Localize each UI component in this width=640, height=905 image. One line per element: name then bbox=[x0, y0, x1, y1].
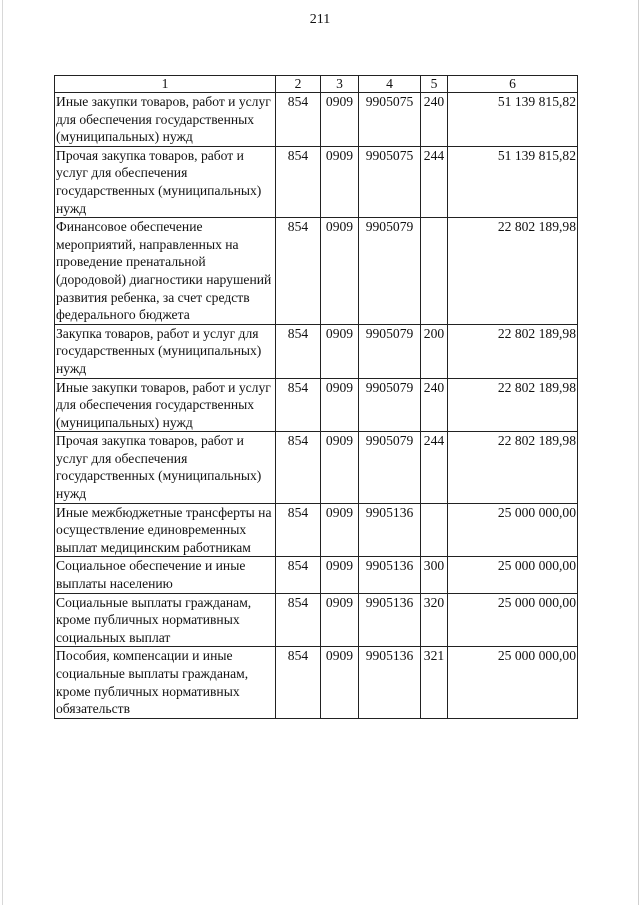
ministry-code-cell: 854 bbox=[276, 593, 321, 647]
ministry-code-cell: 854 bbox=[276, 146, 321, 217]
amount-cell: 22 802 189,98 bbox=[448, 324, 578, 378]
ministry-code-cell: 854 bbox=[276, 647, 321, 718]
expense-type-cell: 240 bbox=[421, 93, 448, 147]
row-name-cell: Пособия, компенсации и иные социальные выплаты гражданам, кроме публичных нормативных обязательств bbox=[55, 647, 276, 718]
scan-edge-left bbox=[2, 0, 3, 905]
amount-cell: 51 139 815,82 bbox=[448, 146, 578, 217]
row-name-cell: Прочая закупка товаров, работ и услуг для обеспечения государственных (муниципальных) нужд bbox=[55, 432, 276, 503]
table-row bbox=[55, 557, 578, 593]
row-name-cell: Финансовое обеспечение мероприятий, направленных на проведение пренатальной (дородовой) диагностики нарушений развития ребенка, за счет средств федерального бюджета bbox=[55, 218, 276, 325]
target-article-cell: 9905075 bbox=[359, 93, 421, 147]
section-code-cell: 0909 bbox=[321, 378, 359, 432]
target-article-cell: 9905136 bbox=[359, 593, 421, 647]
scan-edge-right bbox=[638, 0, 639, 905]
section-code-cell: 0909 bbox=[321, 503, 359, 557]
section-code-cell: 0909 bbox=[321, 593, 359, 647]
page-number: 211 bbox=[309, 12, 331, 27]
table-row bbox=[55, 218, 578, 325]
expense-type-cell bbox=[421, 218, 448, 325]
table-row bbox=[55, 324, 578, 378]
ministry-code-cell: 854 bbox=[276, 93, 321, 147]
ministry-code-cell: 854 bbox=[276, 503, 321, 557]
amount-cell: 22 802 189,98 bbox=[448, 218, 578, 325]
target-article-cell: 9905079 bbox=[359, 218, 421, 325]
target-article-cell: 9905136 bbox=[359, 647, 421, 718]
column-header-4: 4 bbox=[359, 76, 421, 93]
amount-cell: 25 000 000,00 bbox=[448, 647, 578, 718]
table-row bbox=[55, 146, 578, 217]
row-name-cell: Иные закупки товаров, работ и услуг для обеспечения государственных (муниципальных) нужд bbox=[55, 93, 276, 147]
target-article-cell: 9905136 bbox=[359, 503, 421, 557]
column-header-5: 5 bbox=[421, 76, 448, 93]
table-row bbox=[55, 432, 578, 503]
ministry-code-cell: 854 bbox=[276, 218, 321, 325]
expense-type-cell: 200 bbox=[421, 324, 448, 378]
column-header-3: 3 bbox=[321, 76, 359, 93]
row-name-cell: Социальные выплаты гражданам, кроме публичных нормативных социальных выплат bbox=[55, 593, 276, 647]
ministry-code-cell: 854 bbox=[276, 378, 321, 432]
row-name-cell: Прочая закупка товаров, работ и услуг для обеспечения государственных (муниципальных) нужд bbox=[55, 146, 276, 217]
expense-type-cell: 320 bbox=[421, 593, 448, 647]
column-header-6: 6 bbox=[448, 76, 578, 93]
table-row bbox=[55, 647, 578, 718]
target-article-cell: 9905079 bbox=[359, 432, 421, 503]
target-article-cell: 9905079 bbox=[359, 378, 421, 432]
expense-type-cell: 300 bbox=[421, 557, 448, 593]
section-code-cell: 0909 bbox=[321, 324, 359, 378]
expense-type-cell: 244 bbox=[421, 432, 448, 503]
target-article-cell: 9905136 bbox=[359, 557, 421, 593]
section-code-cell: 0909 bbox=[321, 557, 359, 593]
table-row bbox=[55, 593, 578, 647]
amount-cell: 51 139 815,82 bbox=[448, 93, 578, 147]
ministry-code-cell: 854 bbox=[276, 324, 321, 378]
section-code-cell: 0909 bbox=[321, 432, 359, 503]
column-header-2: 2 bbox=[276, 76, 321, 93]
amount-cell: 22 802 189,98 bbox=[448, 432, 578, 503]
section-code-cell: 0909 bbox=[321, 93, 359, 147]
ministry-code-cell: 854 bbox=[276, 432, 321, 503]
target-article-cell: 9905075 bbox=[359, 146, 421, 217]
table-row bbox=[55, 503, 578, 557]
expense-type-cell bbox=[421, 503, 448, 557]
expense-type-cell: 321 bbox=[421, 647, 448, 718]
target-article-cell: 9905079 bbox=[359, 324, 421, 378]
section-code-cell: 0909 bbox=[321, 647, 359, 718]
row-name-cell: Закупка товаров, работ и услуг для государственных (муниципальных) нужд bbox=[55, 324, 276, 378]
expense-type-cell: 244 bbox=[421, 146, 448, 217]
budget-table bbox=[54, 75, 578, 719]
row-name-cell: Социальное обеспечение и иные выплаты населению bbox=[55, 557, 276, 593]
table-header-row bbox=[55, 76, 578, 93]
section-code-cell: 0909 bbox=[321, 218, 359, 325]
table-row bbox=[55, 93, 578, 147]
amount-cell: 25 000 000,00 bbox=[448, 557, 578, 593]
row-name-cell: Иные закупки товаров, работ и услуг для обеспечения государственных (муниципальных) нужд bbox=[55, 378, 276, 432]
row-name-cell: Иные межбюджетные трансферты на осуществление единовременных выплат медицинским работникам bbox=[55, 503, 276, 557]
table-row bbox=[55, 378, 578, 432]
ministry-code-cell: 854 bbox=[276, 557, 321, 593]
amount-cell: 22 802 189,98 bbox=[448, 378, 578, 432]
section-code-cell: 0909 bbox=[321, 146, 359, 217]
amount-cell: 25 000 000,00 bbox=[448, 503, 578, 557]
amount-cell: 25 000 000,00 bbox=[448, 593, 578, 647]
expense-type-cell: 240 bbox=[421, 378, 448, 432]
column-header-1: 1 bbox=[55, 76, 276, 93]
